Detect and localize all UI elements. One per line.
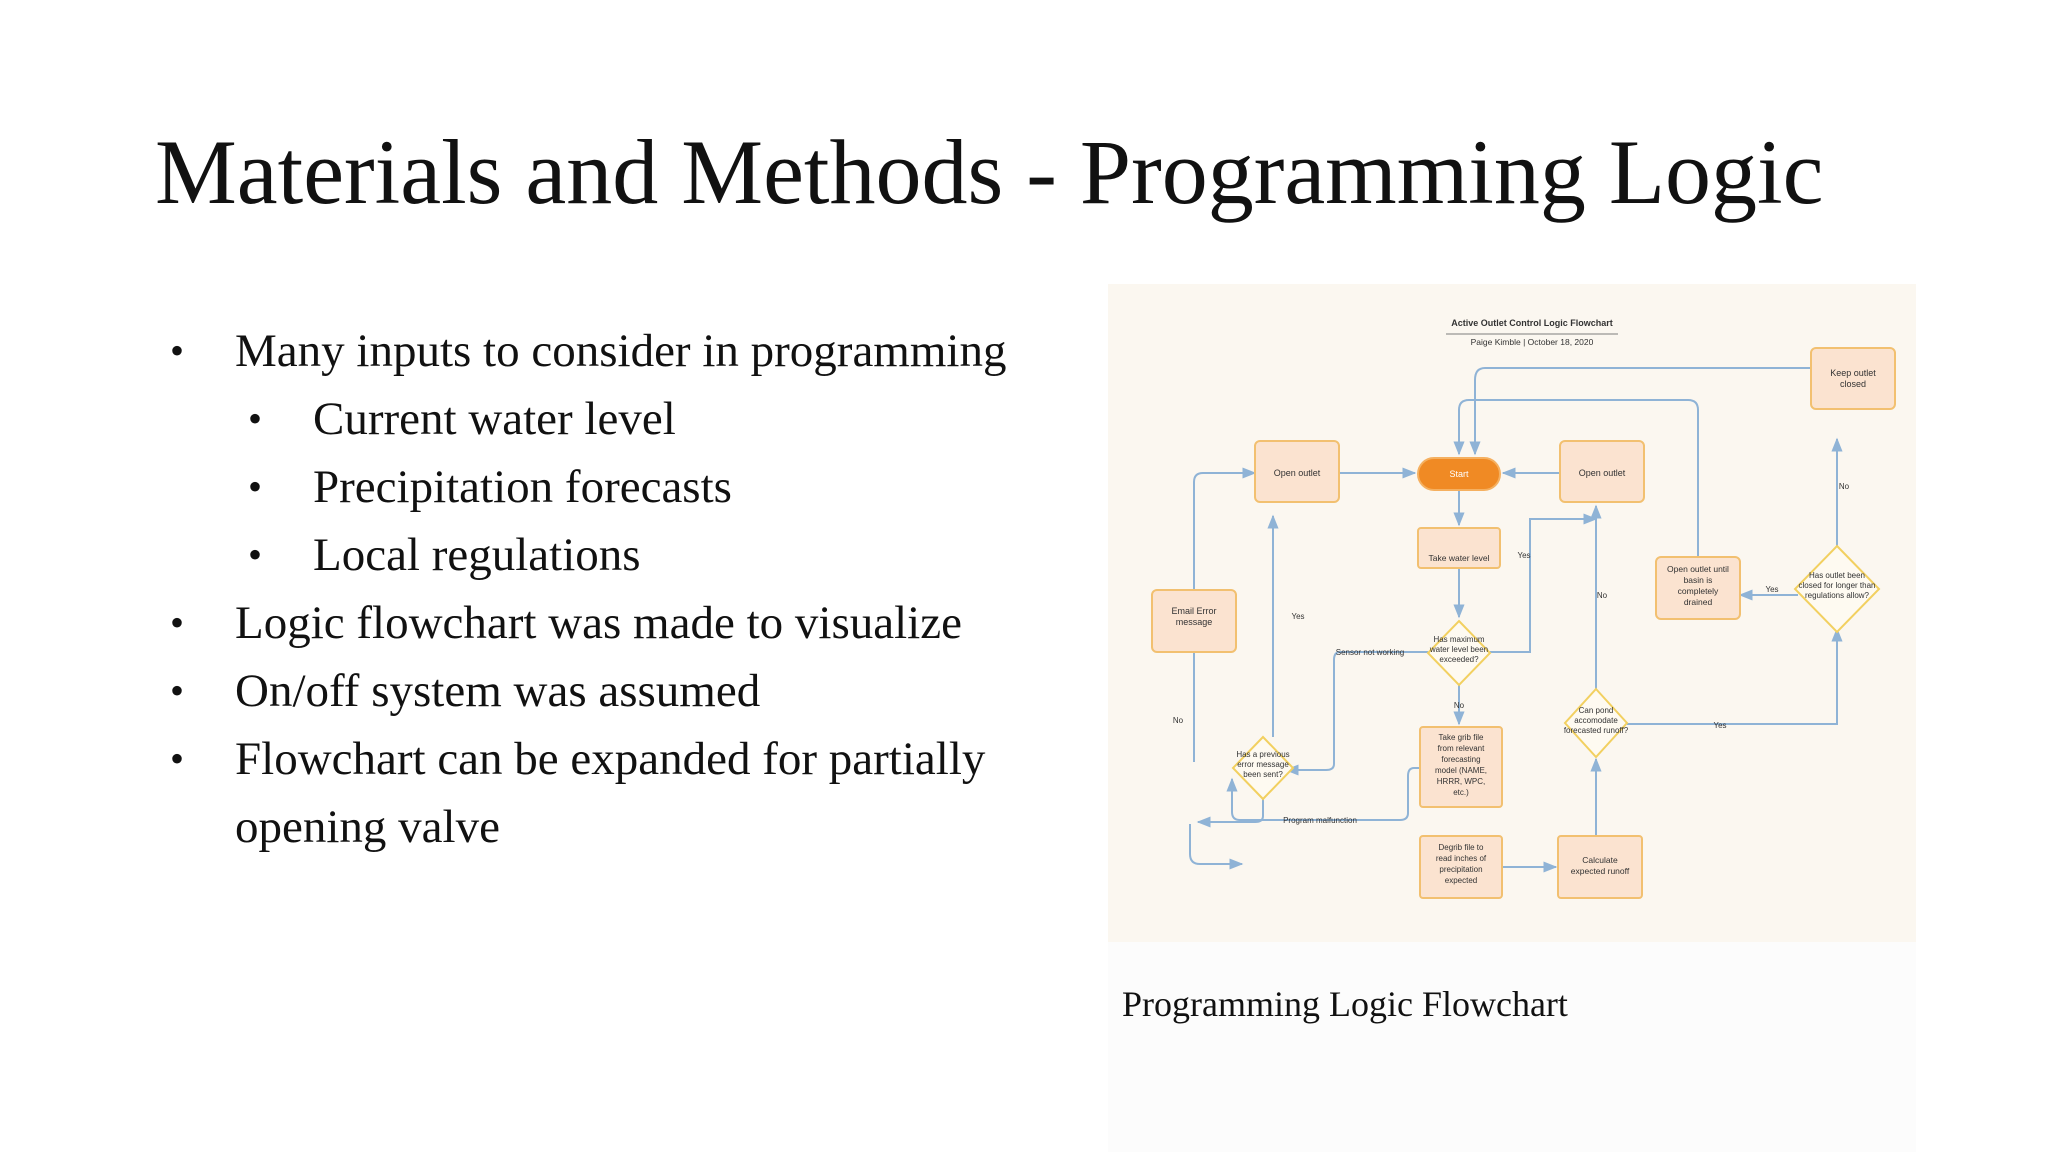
node-text: Open outlet bbox=[1578, 468, 1626, 478]
connector-arrow bbox=[1190, 824, 1242, 864]
svg-text:Has a previouserror messagebee bbox=[1236, 750, 1289, 779]
node-text: Has maximum bbox=[1433, 635, 1485, 644]
email-error-node bbox=[1152, 590, 1236, 652]
node-text: basin is bbox=[1683, 575, 1713, 585]
node-text: Can pond bbox=[1578, 706, 1614, 715]
node-text: been sent? bbox=[1243, 770, 1283, 779]
edge-label-no: No bbox=[1172, 716, 1184, 725]
degrib-file-node bbox=[1420, 836, 1502, 898]
node-text: from relevant bbox=[1437, 744, 1485, 753]
svg-text:Has outlet beenclosed for long bbox=[1799, 571, 1876, 600]
take-grib-file-node bbox=[1420, 727, 1502, 807]
connector-arrow bbox=[1490, 519, 1596, 652]
start-node bbox=[1418, 458, 1500, 490]
node-text: Take water level bbox=[1428, 553, 1490, 563]
svg-text:Email Errormessage bbox=[1171, 606, 1216, 627]
open-until-drained-node bbox=[1656, 557, 1740, 619]
bullet-text: On/off system was assumed bbox=[235, 665, 761, 717]
flowchart-title: Active Outlet Control Logic Flowchart bbox=[1451, 318, 1613, 328]
sub-bullet-item bbox=[165, 453, 1065, 521]
edge-label-yes: Yes bbox=[1713, 721, 1727, 730]
edge-label-no: No bbox=[1596, 591, 1608, 600]
bullet-text: Logic flowchart was made to visualize bbox=[235, 597, 962, 649]
bullet-item bbox=[165, 317, 1065, 385]
open-outlet-right-node bbox=[1560, 441, 1644, 502]
node-text: model (NAME, bbox=[1434, 766, 1488, 775]
connector-arrow bbox=[1286, 652, 1428, 770]
bullet-dot: • bbox=[170, 736, 185, 781]
node-text: etc.) bbox=[1453, 788, 1469, 797]
pond-accommodate-decision bbox=[1564, 689, 1629, 757]
flowchart-subtitle: Paige Kimble | October 18, 2020 bbox=[1470, 337, 1594, 347]
figure-lower-area bbox=[1108, 942, 1916, 1152]
node-text: Take grib file bbox=[1438, 733, 1484, 742]
node-text: closed for longer than bbox=[1798, 581, 1876, 590]
edge-label-program-malfunction: Program malfunction bbox=[1283, 816, 1357, 825]
node-text: expected runoff bbox=[1570, 866, 1630, 876]
node-text: drained bbox=[1683, 597, 1713, 607]
node-text: closed bbox=[1839, 379, 1867, 389]
node-text: Email Error bbox=[1171, 606, 1217, 616]
outlet-closed-longer-decision bbox=[1795, 546, 1879, 632]
bullet-dot: • bbox=[170, 328, 185, 373]
node-text: water level been bbox=[1429, 645, 1489, 654]
bullet-text: Local regulations bbox=[313, 529, 641, 581]
flowchart-image bbox=[1108, 284, 1916, 942]
edge-label-no: No bbox=[1838, 482, 1850, 491]
bullet-dot: • bbox=[170, 668, 185, 713]
bullet-dot: • bbox=[248, 532, 263, 577]
node-text: Keep outlet bbox=[1830, 368, 1876, 378]
node-text: expected bbox=[1444, 876, 1478, 885]
edge-label-no: No bbox=[1453, 701, 1465, 710]
bullet-text: Current water level bbox=[313, 393, 676, 445]
node-text: Open outlet bbox=[1273, 468, 1321, 478]
bullet-text: Many inputs to consider in programming bbox=[235, 325, 1007, 377]
keep-outlet-closed-node bbox=[1811, 348, 1895, 409]
node-text: regulations allow? bbox=[1804, 591, 1870, 600]
node-text: forecasting bbox=[1441, 755, 1481, 764]
slide-title: Materials and Methods - Programming Logic bbox=[155, 121, 1824, 223]
connector-arrow bbox=[1627, 629, 1837, 724]
bullet-text: Flowchart can be expanded for partially opening valve bbox=[235, 733, 986, 853]
max-level-exceeded-decision bbox=[1428, 621, 1490, 685]
node-text: HRRR, WPC, bbox=[1436, 777, 1486, 786]
bullet-item bbox=[165, 725, 1065, 861]
node-text: Open outlet until bbox=[1667, 564, 1729, 574]
bullet-item bbox=[165, 589, 1065, 657]
bullet-list bbox=[165, 317, 1065, 861]
edge-label-yes: Yes bbox=[1765, 585, 1779, 594]
bullet-dot: • bbox=[170, 600, 185, 645]
bullet-dot: • bbox=[248, 464, 263, 509]
node-text: forecasted runoff? bbox=[1563, 726, 1629, 735]
node-text: message bbox=[1175, 617, 1213, 627]
connector-arrow bbox=[1475, 368, 1811, 454]
node-text: precipitation bbox=[1439, 865, 1483, 874]
bullet-dot: • bbox=[248, 396, 263, 441]
edge-label-yes: Yes bbox=[1291, 612, 1305, 621]
flowchart-diagram bbox=[1108, 284, 1916, 942]
node-text: exceeded? bbox=[1439, 655, 1479, 664]
calculate-runoff-node bbox=[1558, 836, 1642, 898]
node-text: error message bbox=[1237, 760, 1289, 769]
node-text: Degrib file to bbox=[1438, 843, 1484, 852]
node-text: completely bbox=[1677, 586, 1719, 596]
edge-label-yes: Yes bbox=[1517, 551, 1531, 560]
node-text: Has a previous bbox=[1236, 750, 1290, 759]
sub-bullet-item bbox=[165, 385, 1065, 453]
bullet-text: Precipitation forecasts bbox=[313, 461, 732, 513]
node-text: Has outlet been bbox=[1808, 571, 1866, 580]
sub-bullet-item bbox=[165, 521, 1065, 589]
previous-error-sent-decision bbox=[1233, 737, 1293, 799]
take-water-level-node bbox=[1418, 528, 1500, 568]
bullet-item bbox=[165, 657, 1065, 725]
node-text: accomodate bbox=[1574, 716, 1618, 725]
figure-caption: Programming Logic Flowchart bbox=[1122, 984, 1568, 1024]
edge-label-sensor-not-working: Sensor not working bbox=[1335, 648, 1405, 657]
node-text: Calculate bbox=[1582, 855, 1618, 865]
node-text: Start bbox=[1449, 469, 1469, 479]
open-outlet-left-node bbox=[1255, 441, 1339, 502]
node-text: read inches of bbox=[1435, 854, 1487, 863]
